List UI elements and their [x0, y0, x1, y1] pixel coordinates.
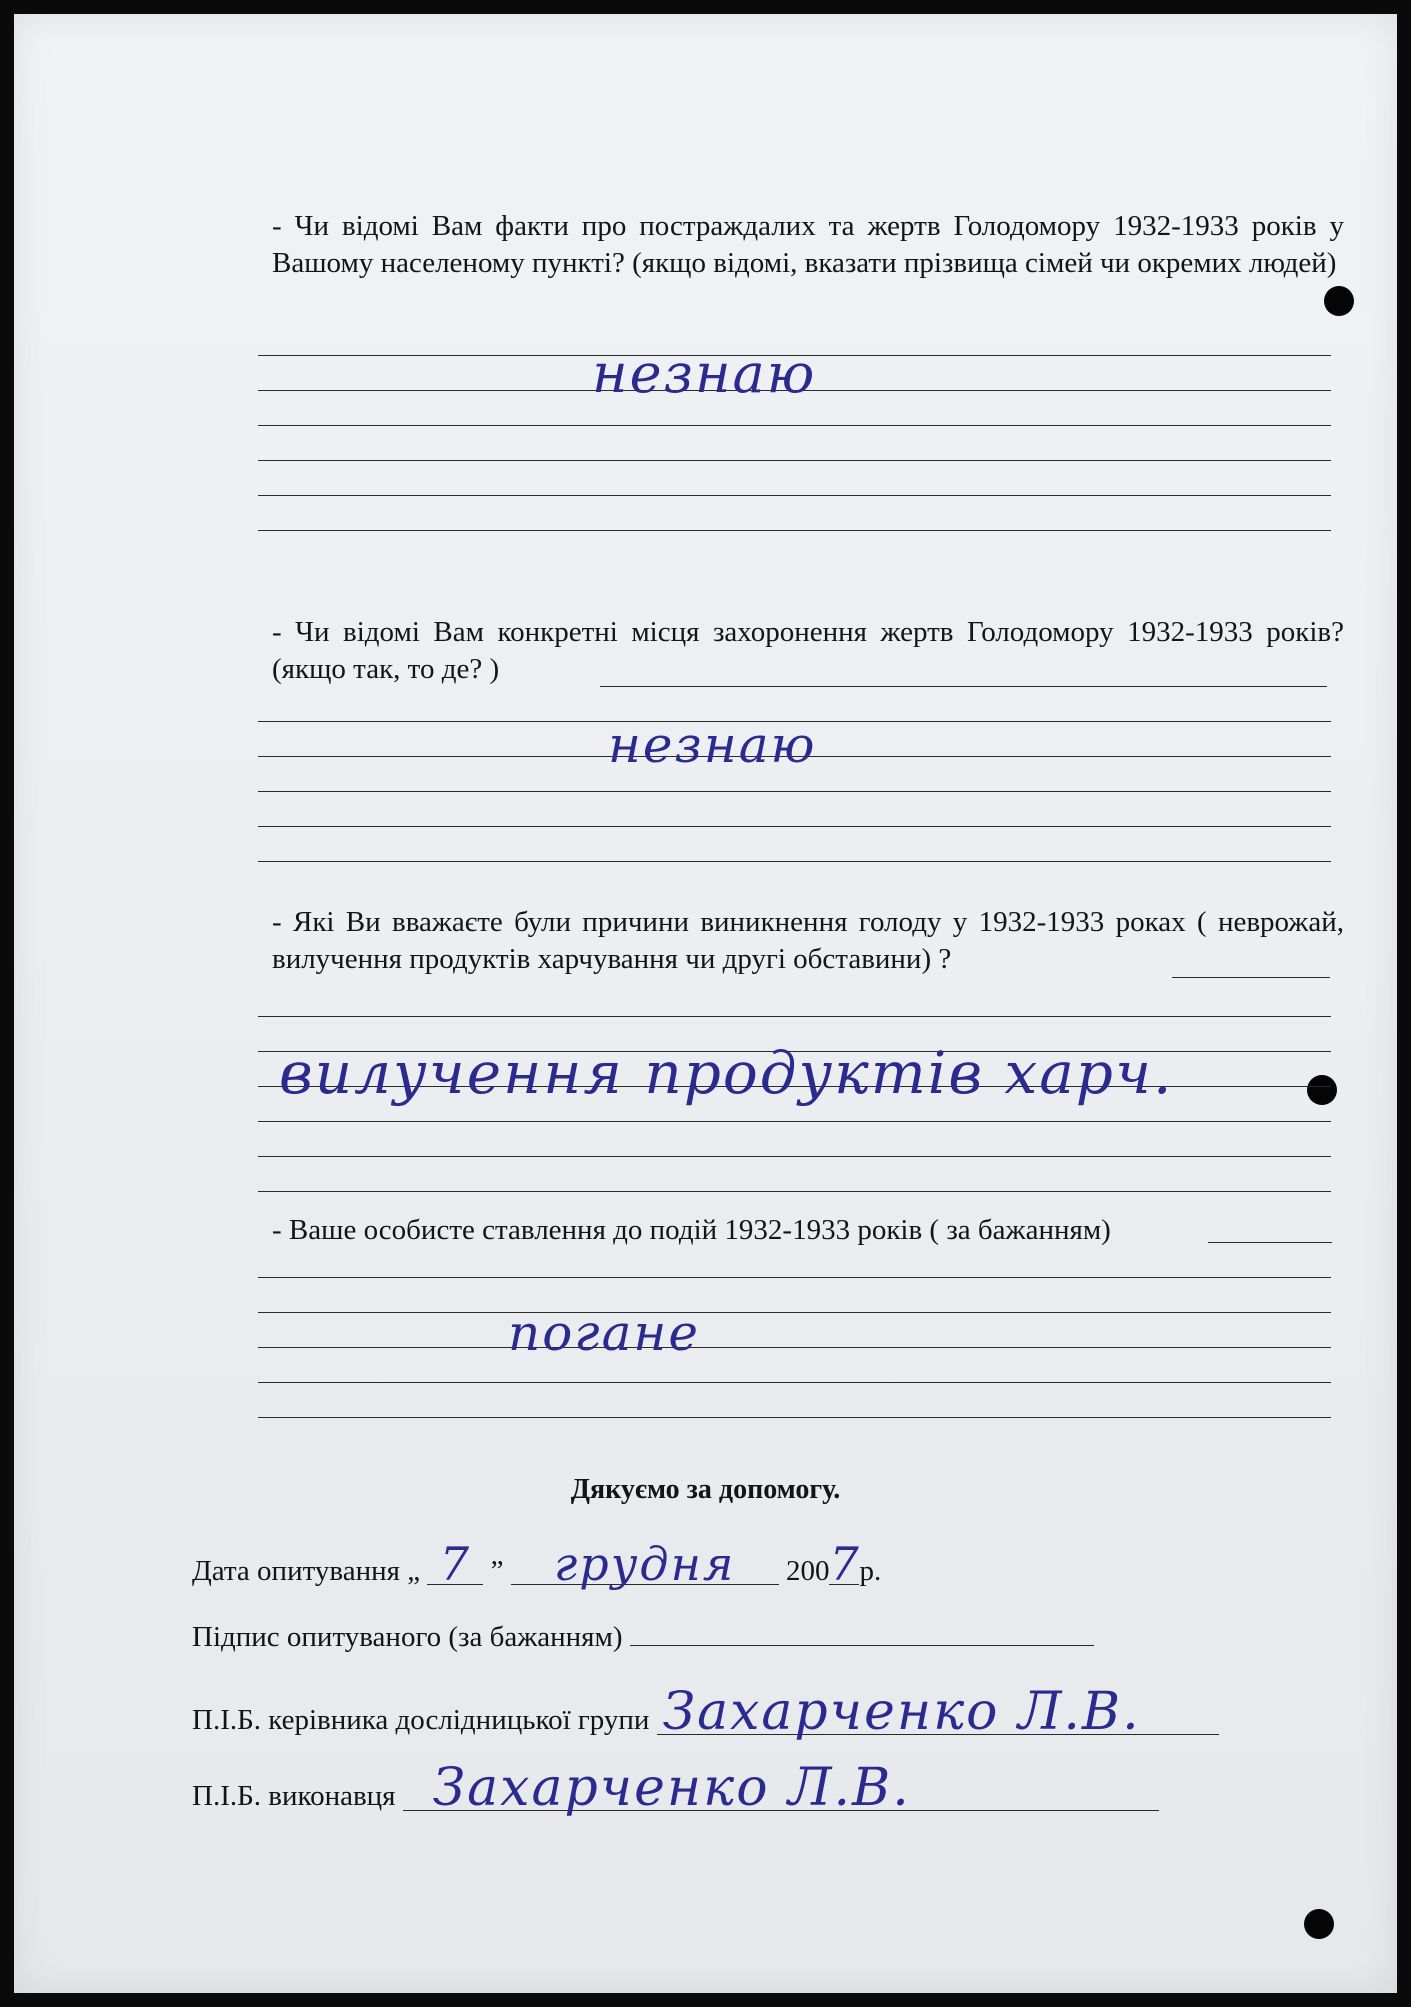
answer-line	[258, 1156, 1331, 1157]
answer-line	[258, 1347, 1331, 1348]
answer-line	[258, 530, 1331, 531]
answer-line	[1208, 1242, 1332, 1243]
executor-name: Захарченко Л.В.	[403, 1766, 1159, 1811]
answer-line	[258, 1312, 1331, 1313]
signature-row	[192, 1619, 1094, 1654]
answer-line	[258, 1417, 1331, 1418]
year-prefix: 200	[785, 1555, 830, 1587]
thanks-heading: Дякуємо за допомогу.	[570, 1474, 841, 1505]
signature-label: Підпис опитуваного (за бажанням)	[192, 1621, 623, 1653]
open-quote: „	[407, 1555, 421, 1587]
leader-name: Захарченко Л.В.	[657, 1690, 1219, 1735]
answer-line	[600, 686, 1327, 687]
survey-date-day: 7	[427, 1544, 483, 1585]
signature-line	[630, 1619, 1094, 1646]
survey-date-label: Дата опитування	[192, 1555, 400, 1587]
survey-date-row	[192, 1537, 882, 1591]
question-2-text: - Чи відомі Вам конкретні місця захоронення жертв Голодомору 1932-1933 років? (якщо так, то де? )	[272, 616, 1344, 685]
question-2-answer: незнаю	[608, 716, 817, 774]
answer-line	[258, 1382, 1331, 1383]
answer-line	[1172, 977, 1330, 978]
answer-line	[258, 1277, 1331, 1278]
executor-label: П.І.Б. виконавця	[192, 1780, 396, 1812]
answer-line	[258, 826, 1331, 827]
year-unit: р.	[859, 1555, 882, 1587]
answer-line	[258, 460, 1331, 461]
question-3-answer: вилучення продуктів харч.	[279, 1039, 1174, 1107]
answer-line	[258, 1121, 1331, 1122]
question-3-text: - Які Ви вважаєте були причини виникнення голоду у 1932-1933 роках ( неврожай, вилучення продуктів харчування чи другі обставини) ?	[272, 906, 1344, 975]
question-1-answer: незнаю	[592, 342, 817, 405]
question-1-text: - Чи відомі Вам факти про постраждалих та жертв Голодомору 1932-1933 років у Вашому населеному пункті? (якщо відомі, вказати прізвища сімей чи окремих людей)	[272, 210, 1344, 279]
punch-hole-middle	[1307, 1075, 1337, 1105]
answer-line	[258, 1016, 1331, 1017]
answer-line	[258, 791, 1331, 792]
leader-row	[192, 1682, 1219, 1742]
question-4-text: - Ваше особисте ставлення до подій 1932-1933 років ( за бажанням)	[272, 1214, 1111, 1246]
punch-hole-top	[1324, 286, 1354, 316]
answer-line	[258, 1191, 1331, 1192]
executor-row	[192, 1758, 1159, 1818]
close-quote: ”	[490, 1555, 504, 1587]
answer-line	[258, 861, 1331, 862]
punch-hole-bottom	[1304, 1909, 1334, 1939]
survey-date-month: грудня	[511, 1544, 779, 1585]
leader-label: П.І.Б. керівника дослідницької групи	[192, 1704, 650, 1736]
questionnaire-page	[14, 14, 1397, 1993]
question-4-answer: погане	[508, 1304, 700, 1362]
survey-date-year-digit: 7	[829, 1537, 861, 1591]
answer-line	[258, 495, 1331, 496]
answer-line	[258, 425, 1331, 426]
